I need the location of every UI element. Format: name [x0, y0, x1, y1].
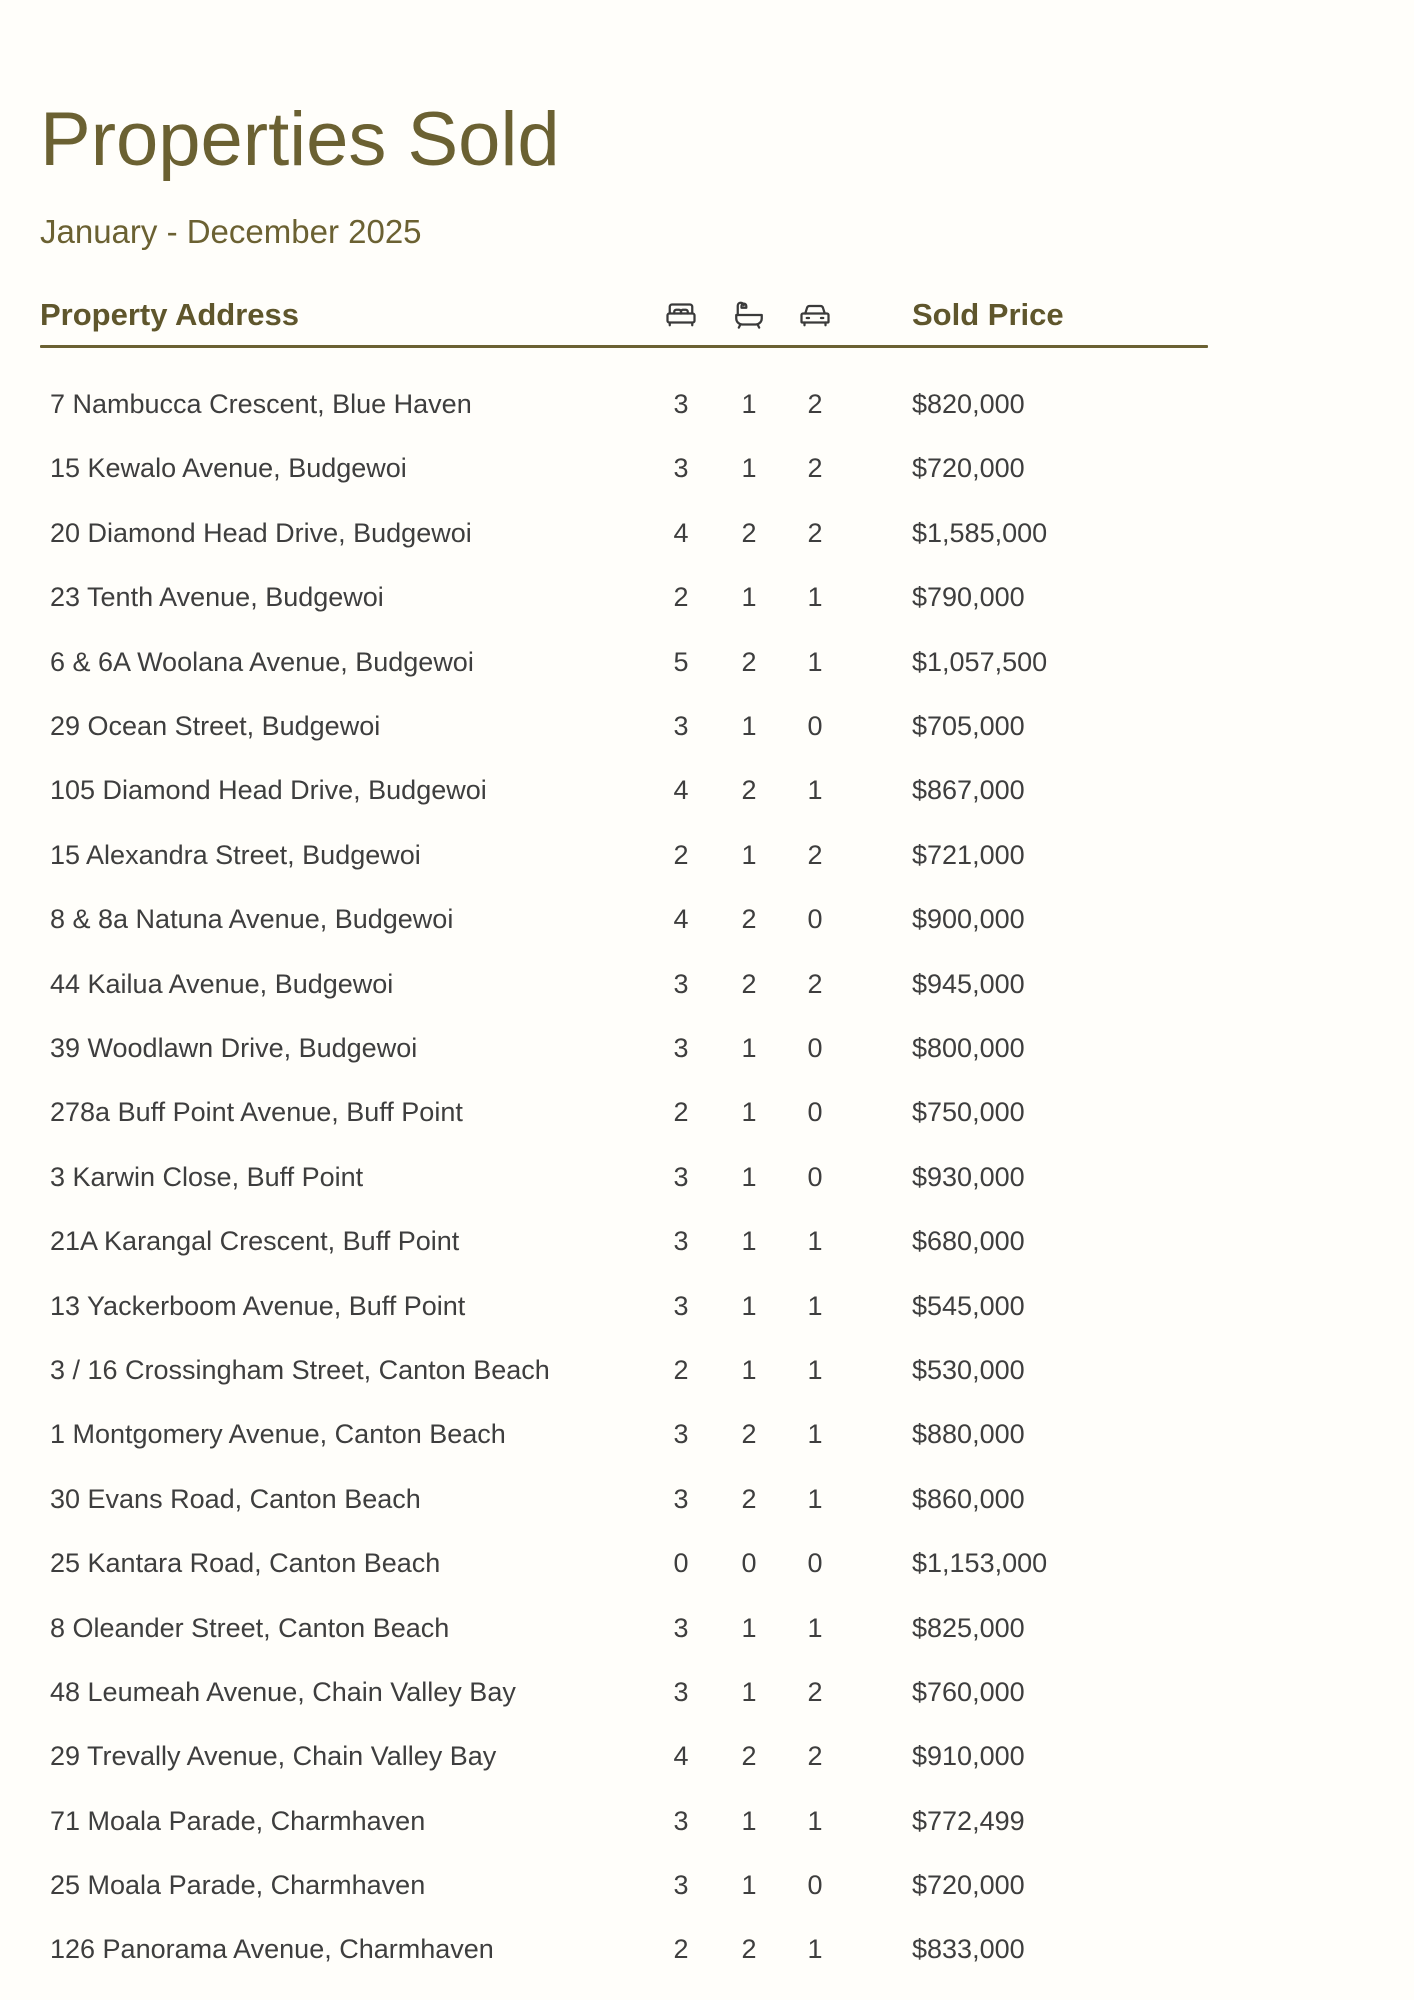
beds-cell: 3: [673, 1290, 689, 1321]
property-address-cell: 1 Montgomery Avenue, Canton Beach: [50, 1419, 506, 1450]
cars-cell: 1: [807, 1805, 823, 1836]
cars-cell: 2: [807, 1676, 823, 1707]
cars-cell: 0: [807, 1161, 823, 1192]
cars-cell: 2: [807, 389, 823, 420]
sold-price-cell: $820,000: [912, 389, 1025, 420]
property-address-cell: 15 Kewalo Avenue, Budgewoi: [50, 453, 407, 484]
sold-price-cell: $545,000: [912, 1290, 1025, 1321]
property-address-cell: 25 Kantara Road, Canton Beach: [50, 1548, 441, 1579]
baths-cell: 1: [741, 1032, 757, 1063]
header-sold-price: Sold Price: [912, 297, 1064, 333]
sold-price-cell: $720,000: [912, 453, 1025, 484]
beds-cell: 3: [673, 1483, 689, 1514]
sold-price-cell: $720,000: [912, 1870, 1025, 1901]
beds-cell: 2: [673, 582, 689, 613]
beds-cell: 5: [673, 646, 689, 677]
beds-cell: 3: [673, 453, 689, 484]
property-address-cell: 126 Panorama Avenue, Charmhaven: [50, 1934, 494, 1965]
sold-price-cell: $910,000: [912, 1741, 1025, 1772]
property-address-cell: 44 Kailua Avenue, Budgewoi: [50, 968, 394, 999]
beds-cell: 4: [673, 775, 689, 806]
table-row: [40, 1274, 1374, 1338]
baths-cell: 2: [741, 517, 757, 548]
beds-cell: 3: [673, 1676, 689, 1707]
table-row: [40, 437, 1374, 501]
cars-cell: 0: [807, 1032, 823, 1063]
beds-cell: 3: [673, 1612, 689, 1643]
cars-cell: 0: [807, 1097, 823, 1128]
baths-cell: 2: [741, 775, 757, 806]
cars-cell: 2: [807, 968, 823, 999]
cars-cell: 1: [807, 1419, 823, 1450]
beds-cell: 4: [673, 904, 689, 935]
beds-cell: 3: [673, 1419, 689, 1450]
sold-price-cell: $790,000: [912, 582, 1025, 613]
cars-cell: 0: [807, 904, 823, 935]
sold-price-cell: $530,000: [912, 1354, 1025, 1385]
baths-cell: 1: [741, 839, 757, 870]
baths-cell: 2: [741, 1741, 757, 1772]
property-address-cell: 29 Trevally Avenue, Chain Valley Bay: [50, 1741, 497, 1772]
baths-cell: 2: [741, 904, 757, 935]
property-address-cell: 13 Yackerboom Avenue, Buff Point: [50, 1290, 466, 1321]
beds-cell: 3: [673, 968, 689, 999]
cars-cell: 0: [807, 1548, 823, 1579]
table-row: [40, 1531, 1374, 1595]
cars-cell: 1: [807, 1290, 823, 1321]
baths-cell: 1: [741, 389, 757, 420]
beds-cell: 3: [673, 1805, 689, 1836]
property-address-cell: 6 & 6A Woolana Avenue, Budgewoi: [50, 646, 474, 677]
sold-price-cell: $945,000: [912, 968, 1025, 999]
property-address-cell: 39 Woodlawn Drive, Budgewoi: [50, 1032, 418, 1063]
sold-price-cell: $867,000: [912, 775, 1025, 806]
property-address-cell: 30 Evans Road, Canton Beach: [50, 1483, 421, 1514]
property-address-cell: 21A Karangal Crescent, Buff Point: [50, 1226, 460, 1257]
cars-cell: 2: [807, 453, 823, 484]
beds-cell: 3: [673, 1032, 689, 1063]
table-row: [40, 1725, 1374, 1789]
property-address-cell: 3 Karwin Close, Buff Point: [50, 1161, 364, 1192]
cars-cell: 1: [807, 775, 823, 806]
property-address-cell: 20 Diamond Head Drive, Budgewoi: [50, 517, 472, 548]
beds-cell: 2: [673, 1097, 689, 1128]
table-row: [40, 1016, 1374, 1080]
table-row: [40, 1081, 1374, 1145]
table-row: [40, 823, 1374, 887]
baths-cell: 0: [741, 1548, 757, 1579]
property-address-cell: 7 Nambucca Crescent, Blue Haven: [50, 389, 472, 420]
property-address-cell: 15 Alexandra Street, Budgewoi: [50, 839, 421, 870]
cars-cell: 1: [807, 1354, 823, 1385]
sold-price-cell: $880,000: [912, 1419, 1025, 1450]
sold-price-cell: $1,153,000: [912, 1548, 1048, 1579]
property-address-cell: 71 Moala Parade, Charmhaven: [50, 1805, 426, 1836]
beds-cell: 3: [673, 389, 689, 420]
header-property-address: Property Address: [40, 297, 299, 333]
baths-cell: 1: [741, 1161, 757, 1192]
property-address-cell: 8 & 8a Natuna Avenue, Budgewoi: [50, 904, 454, 935]
table-row: [40, 372, 1374, 436]
beds-cell: 3: [673, 1870, 689, 1901]
baths-cell: 1: [741, 453, 757, 484]
sold-price-cell: $1,057,500: [912, 646, 1048, 677]
table-body: [40, 372, 1374, 1982]
cars-cell: 1: [807, 1226, 823, 1257]
sold-price-cell: $680,000: [912, 1226, 1025, 1257]
baths-cell: 2: [741, 1419, 757, 1450]
table-row: [40, 630, 1374, 694]
baths-cell: 1: [741, 1805, 757, 1836]
baths-cell: 2: [741, 646, 757, 677]
beds-cell: 3: [673, 1161, 689, 1192]
cars-cell: 0: [807, 711, 823, 742]
car-icon: [784, 297, 846, 333]
table-row: [40, 1596, 1374, 1660]
table-row: [40, 759, 1374, 823]
properties-table: [40, 297, 1374, 1982]
baths-cell: 1: [741, 582, 757, 613]
page-subtitle: January - December 2025: [40, 213, 422, 251]
beds-cell: 0: [673, 1548, 689, 1579]
header-divider: [40, 345, 1208, 348]
baths-cell: 1: [741, 1870, 757, 1901]
beds-cell: 4: [673, 517, 689, 548]
baths-cell: 1: [741, 1226, 757, 1257]
table-row: [40, 694, 1374, 758]
sold-price-cell: $833,000: [912, 1934, 1025, 1965]
table-row: [40, 566, 1374, 630]
cars-cell: 1: [807, 1934, 823, 1965]
sold-price-cell: $760,000: [912, 1676, 1025, 1707]
beds-cell: 2: [673, 1354, 689, 1385]
cars-cell: 1: [807, 582, 823, 613]
table-row: [40, 501, 1374, 565]
baths-cell: 1: [741, 711, 757, 742]
beds-cell: 4: [673, 1741, 689, 1772]
beds-cell: 2: [673, 839, 689, 870]
cars-cell: 0: [807, 1870, 823, 1901]
cars-cell: 1: [807, 1612, 823, 1643]
property-address-cell: 48 Leumeah Avenue, Chain Valley Bay: [50, 1676, 516, 1707]
sold-price-cell: $721,000: [912, 839, 1025, 870]
cars-cell: 2: [807, 839, 823, 870]
table-row: [40, 888, 1374, 952]
baths-cell: 1: [741, 1354, 757, 1385]
table-row: [40, 1145, 1374, 1209]
property-address-cell: 278a Buff Point Avenue, Buff Point: [50, 1097, 463, 1128]
baths-cell: 2: [741, 1934, 757, 1965]
sold-price-cell: $705,000: [912, 711, 1025, 742]
table-row: [40, 1403, 1374, 1467]
beds-cell: 3: [673, 711, 689, 742]
table-row: [40, 1467, 1374, 1531]
cars-cell: 2: [807, 517, 823, 548]
beds-cell: 2: [673, 1934, 689, 1965]
table-row: [40, 1789, 1374, 1853]
bed-icon: [648, 297, 714, 333]
page-title: Properties Sold: [40, 97, 560, 182]
sold-price-cell: $1,585,000: [912, 517, 1048, 548]
baths-cell: 2: [741, 1483, 757, 1514]
sold-price-cell: $825,000: [912, 1612, 1025, 1643]
property-address-cell: 3 / 16 Crossingham Street, Canton Beach: [50, 1354, 550, 1385]
cars-cell: 1: [807, 1483, 823, 1514]
table-row: [40, 952, 1374, 1016]
sold-price-cell: $860,000: [912, 1483, 1025, 1514]
baths-cell: 1: [741, 1290, 757, 1321]
property-address-cell: 105 Diamond Head Drive, Budgewoi: [50, 775, 487, 806]
property-address-cell: 23 Tenth Avenue, Budgewoi: [50, 582, 384, 613]
property-address-cell: 25 Moala Parade, Charmhaven: [50, 1870, 426, 1901]
cars-cell: 2: [807, 1741, 823, 1772]
sold-price-cell: $750,000: [912, 1097, 1025, 1128]
baths-cell: 1: [741, 1097, 757, 1128]
sold-price-cell: $930,000: [912, 1161, 1025, 1192]
property-address-cell: 8 Oleander Street, Canton Beach: [50, 1612, 450, 1643]
baths-cell: 2: [741, 968, 757, 999]
table-row: [40, 1209, 1374, 1273]
table-row: [40, 1853, 1374, 1917]
table-row: [40, 1660, 1374, 1724]
table-row: [40, 1338, 1374, 1402]
bath-icon: [714, 297, 784, 333]
table-header: [40, 297, 1374, 333]
property-address-cell: 29 Ocean Street, Budgewoi: [50, 711, 381, 742]
sold-price-cell: $772,499: [912, 1805, 1025, 1836]
sold-price-cell: $800,000: [912, 1032, 1025, 1063]
sold-price-cell: $900,000: [912, 904, 1025, 935]
beds-cell: 3: [673, 1226, 689, 1257]
baths-cell: 1: [741, 1676, 757, 1707]
table-row: [40, 1918, 1374, 1982]
cars-cell: 1: [807, 646, 823, 677]
baths-cell: 1: [741, 1612, 757, 1643]
